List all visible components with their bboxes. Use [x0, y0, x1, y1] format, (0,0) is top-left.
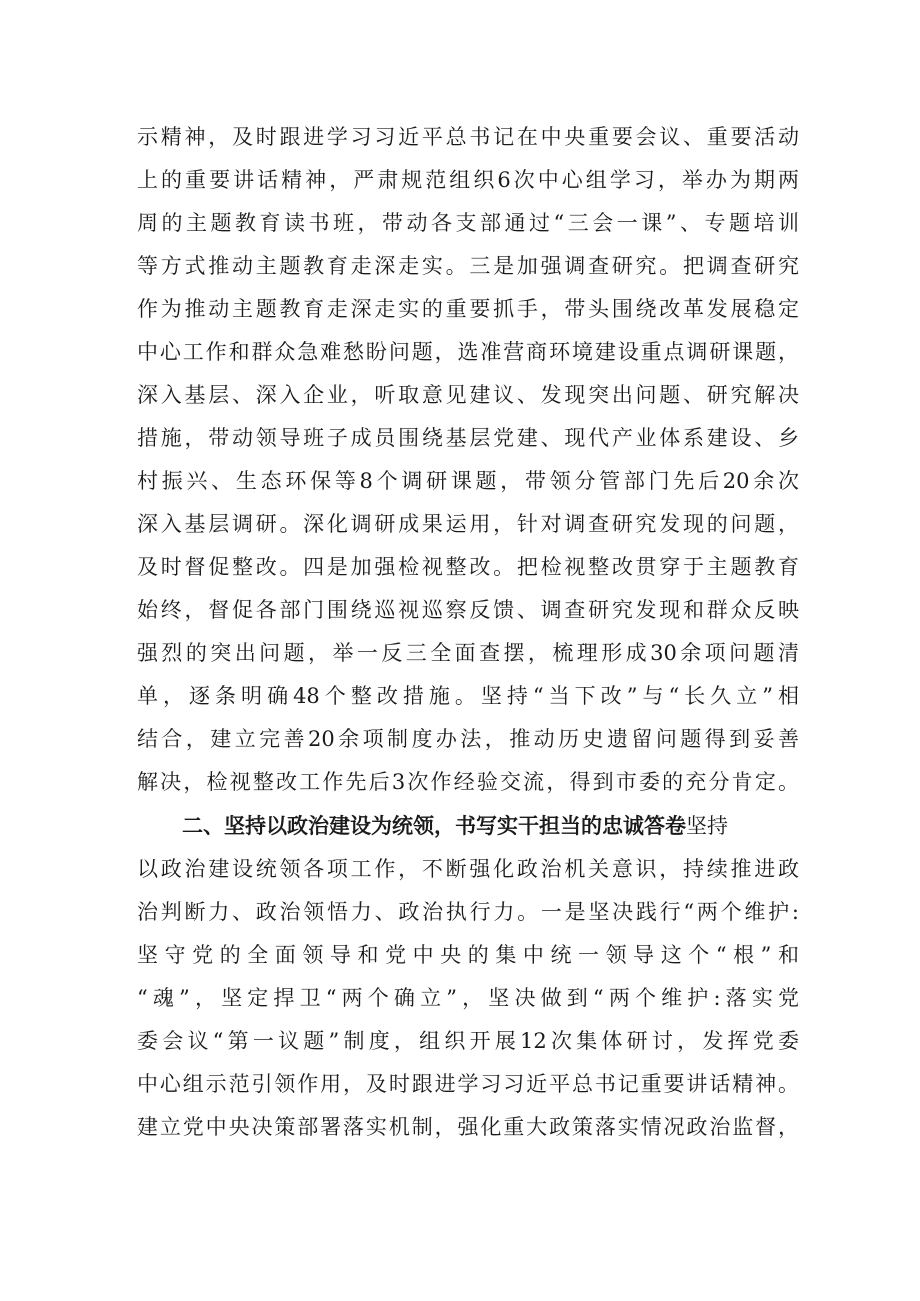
- text-line: 等方式推动主题教育走深走实。三是加强调查研究。把调查研究: [137, 254, 799, 278]
- text-line: 周的主题教育读书班，带动各支部通过“三会一课”、专题培训: [137, 211, 799, 235]
- text-line: 以政治建设统领各项工作，不断强化政治机关意识，持续推进政: [137, 857, 799, 881]
- text-line: 始终，督促各部门围绕巡视巡察反馈、调查研究发现和群众反映: [137, 598, 799, 622]
- text-line: 建立党中央决策部署落实机制，强化重大政策落实情况政治监督，: [137, 1115, 799, 1139]
- text-line: 中心工作和群众急难愁盼问题，选准营商环境建设重点调研课题，: [137, 340, 799, 364]
- text-line: 结合，建立完善20余项制度办法，推动历史遗留问题得到妥善: [137, 727, 799, 751]
- text-line: 深入基层调研。深化调研成果运用，针对调查研究发现的问题，: [137, 512, 799, 536]
- section-heading-line: [137, 806, 799, 846]
- text-line: 示精神，及时跟进学习习近平总书记在中央重要会议、重要活动: [137, 125, 799, 149]
- text-line: 单，逐条明确48个整改措施。坚持“当下改”与“长久立”相: [137, 684, 799, 708]
- text-line: 村振兴、生态环保等8个调研课题，带领分管部门先后20余次: [137, 469, 799, 493]
- text-line: 解决，检视整改工作先后3次作经验交流，得到市委的充分肯定。: [137, 770, 799, 794]
- text-line: 治判断力、政治领悟力、政治执行力。一是坚决践行“两个维护:: [137, 900, 799, 924]
- text-line: 及时督促整改。四是加强检视整改。把检视整改贯穿于主题教育: [137, 555, 799, 579]
- text-line: 作为推动主题教育走深走实的重要抓手，带头围绕改革发展稳定: [137, 297, 799, 321]
- text-line: 措施，带动领导班子成员围绕基层党建、现代产业体系建设、乡: [137, 426, 799, 450]
- text-line: 强烈的突出问题，举一反三全面查摆，梳理形成30余项问题清: [137, 641, 799, 665]
- text-line: 深入基层、深入企业，听取意见建议、发现突出问题、研究解决: [137, 383, 799, 407]
- section-heading: 二、坚持以政治建设为统领，书写实干担当的忠诚答卷: [182, 814, 686, 838]
- text-line: “魂”，坚定捍卫“两个确立”，坚决做到“两个维护:落实党: [137, 986, 799, 1010]
- text-line: 上的重要讲话精神，严肃规范组织6次中心组学习，举办为期两: [137, 168, 799, 192]
- text-line: 中心组示范引领作用，及时跟进学习习近平总书记重要讲话精神。: [137, 1072, 799, 1096]
- text-line: 坚守党的全面领导和党中央的集中统一领导这个“根”和: [137, 943, 799, 967]
- section-heading-tail: 坚持: [686, 814, 728, 838]
- text-line: 委会议“第一议题”制度，组织开展12次集体研讨，发挥党委: [137, 1029, 799, 1053]
